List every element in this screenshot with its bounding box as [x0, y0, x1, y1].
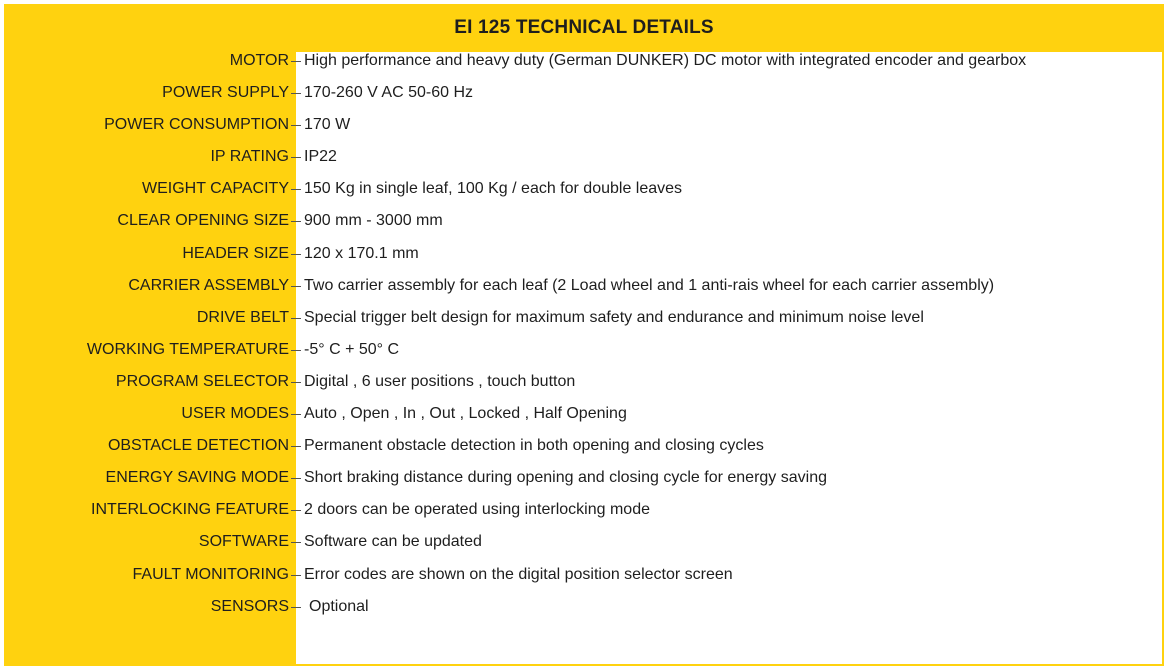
page-title: EI 125 TECHNICAL DETAILS [454, 17, 714, 38]
spec-label: WORKING TEMPERATURE [86, 340, 289, 358]
spec-row-interlocking-feature [4, 501, 1164, 542]
spec-label: DRIVE BELT [196, 308, 289, 326]
spec-row-sensors [4, 597, 1164, 639]
leader-dash [291, 286, 301, 287]
leader-dash [291, 446, 301, 447]
spec-label: CLEAR OPENING SIZE [117, 212, 289, 230]
spec-value: 900 mm - 3000 mm [304, 212, 443, 230]
leader-dash [291, 157, 301, 158]
spec-value: Digital , 6 user positions , touch button [304, 372, 576, 390]
spec-label: HEADER SIZE [182, 244, 289, 262]
spec-label: PROGRAM SELECTOR [115, 372, 289, 390]
leader-dash [291, 318, 301, 319]
leader-dash [291, 189, 301, 190]
spec-label: SENSORS [210, 597, 289, 615]
spec-value: Optional [309, 597, 369, 615]
spec-row-fault-monitoring [4, 565, 1164, 607]
leader-dash [291, 61, 301, 62]
spec-value: Short braking distance during opening and closing cycle for energy saving [304, 469, 827, 487]
leader-dash [291, 575, 301, 576]
spec-row-power-consumption [4, 116, 1164, 157]
spec-value: -5° C + 50° C [304, 340, 400, 358]
spec-value: 150 Kg in single leaf, 100 Kg / each for double leaves [304, 180, 683, 198]
spec-value: 170 W [304, 116, 351, 134]
spec-label: ENERGY SAVING MODE [105, 469, 289, 487]
spec-label: IP RATING [210, 148, 289, 166]
spec-value: Special trigger belt design for maximum safety and endurance and minimum noise level [304, 308, 924, 326]
spec-panel [4, 4, 1164, 666]
spec-value: Permanent obstacle detection in both opening and closing cycles [304, 437, 764, 455]
leader-dash [291, 350, 301, 351]
leader-dash [291, 221, 301, 222]
leader-dash [291, 382, 301, 383]
spec-label: INTERLOCKING FEATURE [91, 501, 289, 519]
spec-list [4, 52, 1164, 639]
leader-dash [291, 254, 301, 255]
spec-label: FAULT MONITORING [132, 565, 289, 583]
spec-value: Auto , Open , In , Out , Locked , Half Opening [304, 405, 627, 423]
spec-value: Software can be updated [304, 533, 482, 551]
spec-value: High performance and heavy duty (German DUNKER) DC motor with integrated encoder and gearbox [304, 52, 1027, 69]
spec-value: 120 x 170.1 mm [304, 244, 419, 262]
spec-label: USER MODES [181, 405, 289, 423]
spec-label: POWER CONSUMPTION [104, 116, 289, 134]
spec-value: 2 doors can be operated using interlocking mode [304, 501, 650, 519]
spec-label: POWER SUPPLY [162, 84, 289, 102]
spec-label: MOTOR [229, 52, 289, 69]
leader-dash [291, 93, 301, 94]
leader-dash [291, 478, 301, 479]
leader-dash [291, 414, 301, 415]
spec-value: 170-260 V AC 50-60 Hz [304, 84, 473, 102]
spec-label: SOFTWARE [198, 533, 289, 551]
spec-value: Two carrier assembly for each leaf (2 Load wheel and 1 anti-rais wheel for each carrier assembly) [304, 276, 995, 294]
spec-label: CARRIER ASSEMBLY [128, 276, 289, 294]
spec-label: WEIGHT CAPACITY [142, 180, 289, 198]
spec-value: Error codes are shown on the digital position selector screen [304, 565, 733, 583]
leader-dash [291, 607, 301, 608]
leader-dash [291, 542, 301, 543]
spec-row-clear-opening-size [4, 212, 1164, 253]
leader-dash [291, 510, 301, 511]
spec-label: OBSTACLE DETECTION [107, 437, 289, 455]
spec-value: IP22 [304, 148, 337, 166]
leader-dash [291, 125, 301, 126]
